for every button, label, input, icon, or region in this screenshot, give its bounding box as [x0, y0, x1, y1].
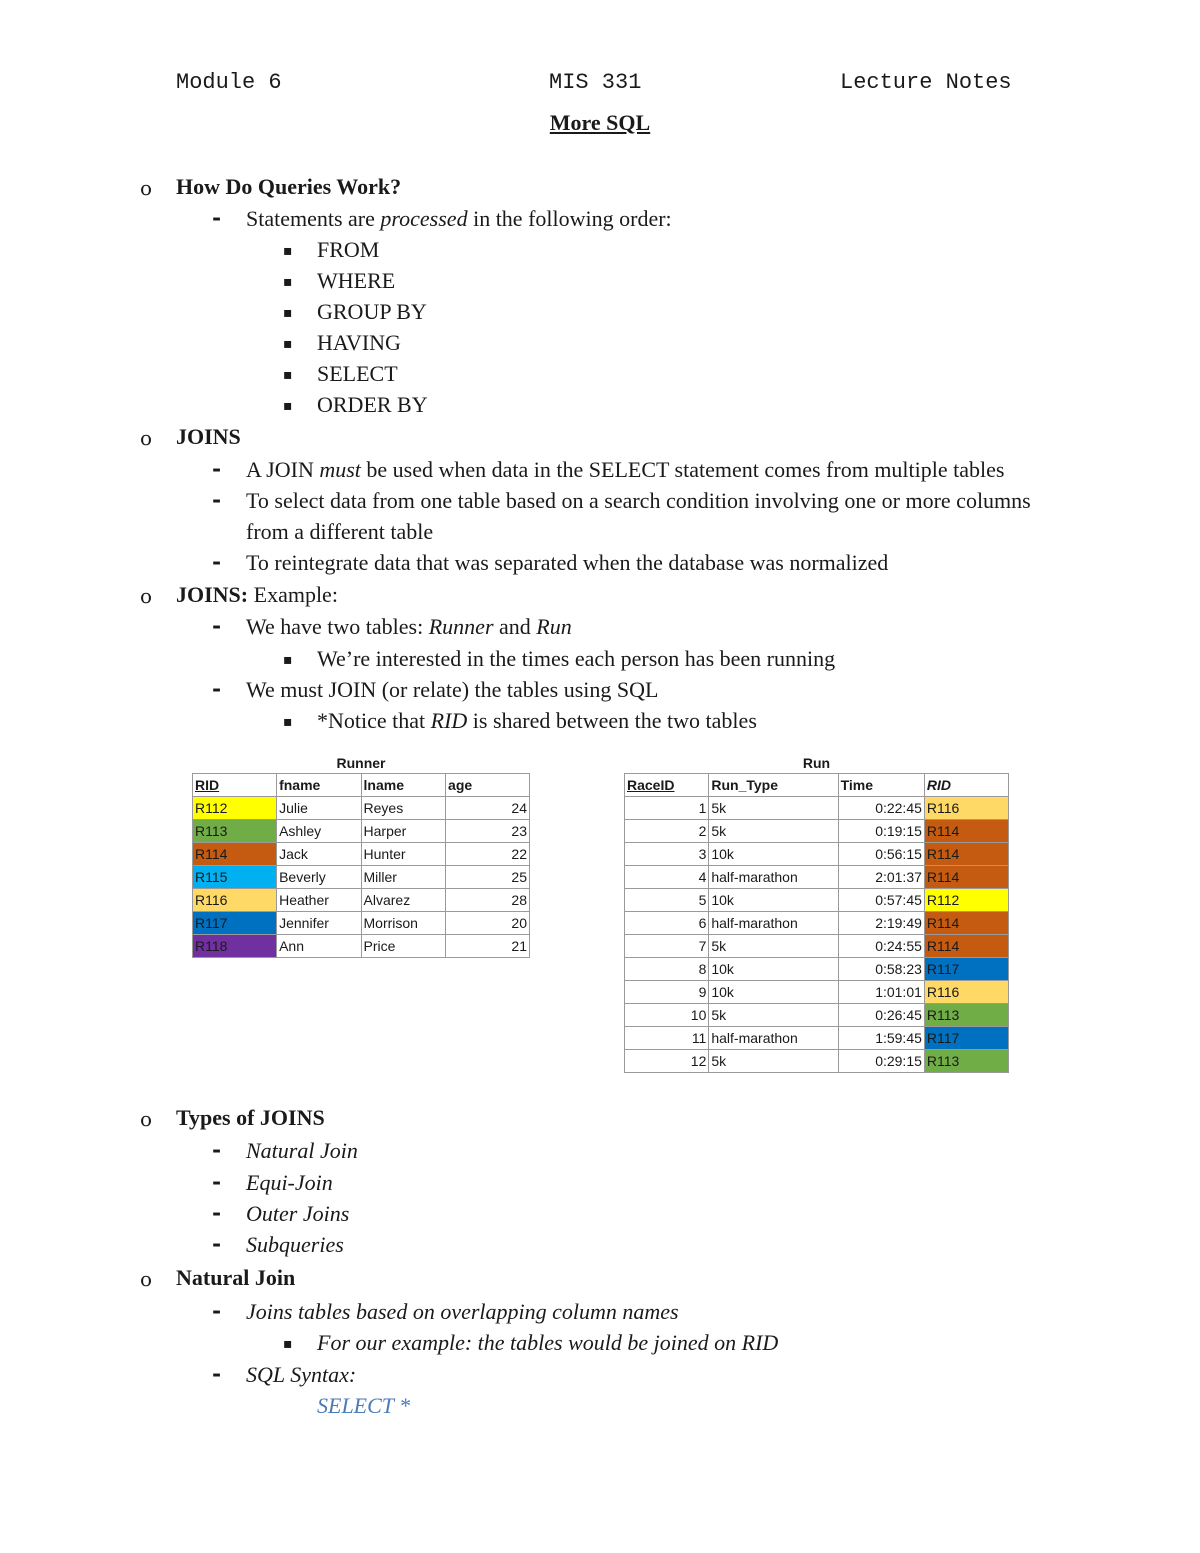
- run-cell-raceid: 9: [625, 981, 709, 1004]
- runner-cell-age: 21: [446, 935, 530, 958]
- order-item: FROM: [317, 237, 380, 262]
- run-row: [625, 912, 1009, 935]
- header-course: MIS 331: [549, 70, 642, 95]
- run-header-runtype: Run_Type: [709, 774, 838, 797]
- order-item: HAVING: [317, 330, 401, 355]
- run-cell-runtype: 10k: [709, 843, 838, 866]
- runner-header-rid: RID: [193, 774, 277, 797]
- run-cell-time: 0:19:15: [838, 820, 924, 843]
- natural-join-subpoint: For our example: the tables would be joined on RID: [317, 1330, 779, 1355]
- square-bullet: ▪: [283, 652, 293, 668]
- run-cell-time: 2:19:49: [838, 912, 924, 935]
- run-cell-raceid: 5: [625, 889, 709, 912]
- dash-marker: -: [212, 1298, 222, 1324]
- run-cell-rid: R117: [924, 1027, 1008, 1050]
- run-row: [625, 843, 1009, 866]
- runner-row: [193, 820, 530, 843]
- run-cell-time: 1:01:01: [838, 981, 924, 1004]
- dash-marker: -: [212, 205, 222, 231]
- square-bullet: ▪: [283, 1336, 293, 1352]
- bullet-marker: o: [140, 1267, 153, 1291]
- dash-marker: -: [212, 1361, 222, 1387]
- run-cell-runtype: 5k: [709, 935, 838, 958]
- example-point-1: We have two tables: Runner and Run: [246, 614, 572, 639]
- run-cell-raceid: 1: [625, 797, 709, 820]
- square-bullet: ▪: [283, 714, 293, 730]
- bullet-marker: o: [140, 426, 153, 450]
- run-cell-time: 0:22:45: [838, 797, 924, 820]
- run-table-caption: Run: [802, 755, 831, 771]
- dash-marker: -: [212, 456, 222, 482]
- runner-cell-fname: Jennifer: [277, 912, 361, 935]
- run-cell-runtype: 10k: [709, 981, 838, 1004]
- runner-row: [193, 935, 530, 958]
- runner-table-caption: Runner: [336, 755, 386, 771]
- run-header-raceid: RaceID: [625, 774, 709, 797]
- run-cell-time: 1:59:45: [838, 1027, 924, 1050]
- dash-marker: -: [212, 549, 222, 575]
- run-cell-rid: R114: [924, 912, 1008, 935]
- run-cell-rid: R112: [924, 889, 1008, 912]
- runner-cell-fname: Ashley: [277, 820, 361, 843]
- runner-row: [193, 889, 530, 912]
- runner-cell-age: 25: [446, 866, 530, 889]
- bullet-marker: o: [140, 584, 153, 608]
- bullet-marker: o: [140, 176, 153, 200]
- dash-marker: -: [212, 1169, 222, 1195]
- order-item: SELECT: [317, 361, 398, 386]
- run-row: [625, 797, 1009, 820]
- runner-cell-fname: Jack: [277, 843, 361, 866]
- natural-join-syntax-label: SQL Syntax:: [246, 1362, 357, 1387]
- run-cell-raceid: 11: [625, 1027, 709, 1050]
- run-row: [625, 935, 1009, 958]
- section-heading-types: Types of JOINS: [176, 1105, 325, 1130]
- runner-header-fname: fname: [277, 774, 361, 797]
- run-table: [624, 773, 1009, 1073]
- sql-code-select: SELECT *: [317, 1393, 411, 1418]
- square-bullet: ▪: [283, 274, 293, 290]
- runner-cell-lname: Morrison: [361, 912, 446, 935]
- run-cell-rid: R113: [924, 1004, 1008, 1027]
- processing-order-line: Statements are processed in the following order:: [246, 206, 672, 231]
- run-row: [625, 1050, 1009, 1073]
- run-cell-raceid: 7: [625, 935, 709, 958]
- run-header-time: Time: [838, 774, 924, 797]
- dash-marker: -: [212, 613, 222, 639]
- run-cell-runtype: 5k: [709, 1004, 838, 1027]
- runner-cell-rid: R112: [193, 797, 277, 820]
- run-cell-time: 0:56:15: [838, 843, 924, 866]
- runner-header-lname: lname: [361, 774, 446, 797]
- run-cell-rid: R114: [924, 866, 1008, 889]
- run-cell-rid: R113: [924, 1050, 1008, 1073]
- runner-cell-age: 23: [446, 820, 530, 843]
- header-notes: Lecture Notes: [840, 70, 1012, 95]
- order-item: ORDER BY: [317, 392, 428, 417]
- run-row: [625, 889, 1009, 912]
- order-item: WHERE: [317, 268, 396, 293]
- run-row: [625, 1027, 1009, 1050]
- run-cell-time: 0:58:23: [838, 958, 924, 981]
- runner-cell-rid: R117: [193, 912, 277, 935]
- run-cell-raceid: 10: [625, 1004, 709, 1027]
- run-cell-raceid: 6: [625, 912, 709, 935]
- runner-row: [193, 797, 530, 820]
- join-type-item: Subqueries: [246, 1232, 344, 1257]
- run-cell-runtype: 5k: [709, 1050, 838, 1073]
- runner-cell-rid: R116: [193, 889, 277, 912]
- run-cell-raceid: 4: [625, 866, 709, 889]
- square-bullet: ▪: [283, 398, 293, 414]
- run-cell-rid: R116: [924, 981, 1008, 1004]
- run-row: [625, 981, 1009, 1004]
- runner-cell-rid: R115: [193, 866, 277, 889]
- runner-cell-fname: Ann: [277, 935, 361, 958]
- header-module: Module 6: [176, 70, 282, 95]
- run-cell-raceid: 3: [625, 843, 709, 866]
- run-cell-rid: R114: [924, 935, 1008, 958]
- run-cell-time: 0:26:45: [838, 1004, 924, 1027]
- run-cell-raceid: 8: [625, 958, 709, 981]
- run-row: [625, 866, 1009, 889]
- runner-cell-age: 20: [446, 912, 530, 935]
- runner-table: [192, 773, 530, 958]
- run-row: [625, 958, 1009, 981]
- runner-cell-age: 28: [446, 889, 530, 912]
- run-cell-runtype: 5k: [709, 797, 838, 820]
- runner-row: [193, 866, 530, 889]
- run-row: [625, 820, 1009, 843]
- runner-cell-age: 22: [446, 843, 530, 866]
- runner-cell-rid: R113: [193, 820, 277, 843]
- joins-point-3: To reintegrate data that was separated when the database was normalized: [246, 550, 889, 575]
- example-point-2: We must JOIN (or relate) the tables using SQL: [246, 677, 659, 702]
- run-cell-runtype: 10k: [709, 958, 838, 981]
- run-header-rid: RID: [924, 774, 1008, 797]
- runner-cell-fname: Heather: [277, 889, 361, 912]
- example-subpoint-1: We’re interested in the times each person has been running: [317, 646, 836, 671]
- runner-cell-lname: Reyes: [361, 797, 446, 820]
- runner-cell-rid: R118: [193, 935, 277, 958]
- square-bullet: ▪: [283, 336, 293, 352]
- run-cell-runtype: 5k: [709, 820, 838, 843]
- join-type-item: Natural Join: [246, 1138, 358, 1163]
- join-type-item: Equi-Join: [246, 1170, 333, 1195]
- run-cell-rid: R114: [924, 820, 1008, 843]
- run-cell-runtype: half-marathon: [709, 866, 838, 889]
- run-row: [625, 1004, 1009, 1027]
- example-subpoint-2: *Notice that RID is shared between the two tables: [317, 708, 757, 733]
- square-bullet: ▪: [283, 367, 293, 383]
- joins-point-2-cont: from a different table: [246, 519, 434, 544]
- order-item: GROUP BY: [317, 299, 427, 324]
- dash-marker: -: [212, 1231, 222, 1257]
- run-cell-raceid: 12: [625, 1050, 709, 1073]
- section-heading-joins: JOINS: [176, 424, 241, 449]
- run-cell-time: 0:29:15: [838, 1050, 924, 1073]
- run-cell-rid: R116: [924, 797, 1008, 820]
- run-cell-time: 0:57:45: [838, 889, 924, 912]
- run-cell-runtype: half-marathon: [709, 1027, 838, 1050]
- run-cell-rid: R114: [924, 843, 1008, 866]
- section-heading-natural-join: Natural Join: [176, 1265, 296, 1290]
- runner-row: [193, 843, 530, 866]
- section-heading-example: JOINS: Example:: [176, 582, 338, 607]
- runner-row: [193, 912, 530, 935]
- runner-cell-lname: Miller: [361, 866, 446, 889]
- page-title: More SQL: [549, 110, 651, 135]
- run-cell-rid: R117: [924, 958, 1008, 981]
- run-cell-time: 2:01:37: [838, 866, 924, 889]
- run-cell-runtype: 10k: [709, 889, 838, 912]
- section-heading-queries: How Do Queries Work?: [176, 174, 402, 199]
- runner-cell-fname: Beverly: [277, 866, 361, 889]
- runner-cell-lname: Harper: [361, 820, 446, 843]
- bullet-marker: o: [140, 1107, 153, 1131]
- square-bullet: ▪: [283, 305, 293, 321]
- join-type-item: Outer Joins: [246, 1201, 350, 1226]
- runner-cell-rid: R114: [193, 843, 277, 866]
- runner-cell-age: 24: [446, 797, 530, 820]
- square-bullet: ▪: [283, 243, 293, 259]
- runner-cell-lname: Hunter: [361, 843, 446, 866]
- run-cell-time: 0:24:55: [838, 935, 924, 958]
- run-cell-raceid: 2: [625, 820, 709, 843]
- dash-marker: -: [212, 1200, 222, 1226]
- dash-marker: -: [212, 1137, 222, 1163]
- dash-marker: -: [212, 676, 222, 702]
- joins-point-2: To select data from one table based on a search condition involving one or more columns: [246, 488, 1031, 513]
- runner-cell-lname: Alvarez: [361, 889, 446, 912]
- dash-marker: -: [212, 487, 222, 513]
- run-cell-runtype: half-marathon: [709, 912, 838, 935]
- natural-join-point-1: Joins tables based on overlapping column names: [246, 1299, 679, 1324]
- runner-header-age: age: [446, 774, 530, 797]
- runner-cell-fname: Julie: [277, 797, 361, 820]
- runner-cell-lname: Price: [361, 935, 446, 958]
- joins-point-1: A JOIN must be used when data in the SELECT statement comes from multiple tables: [246, 457, 1005, 482]
